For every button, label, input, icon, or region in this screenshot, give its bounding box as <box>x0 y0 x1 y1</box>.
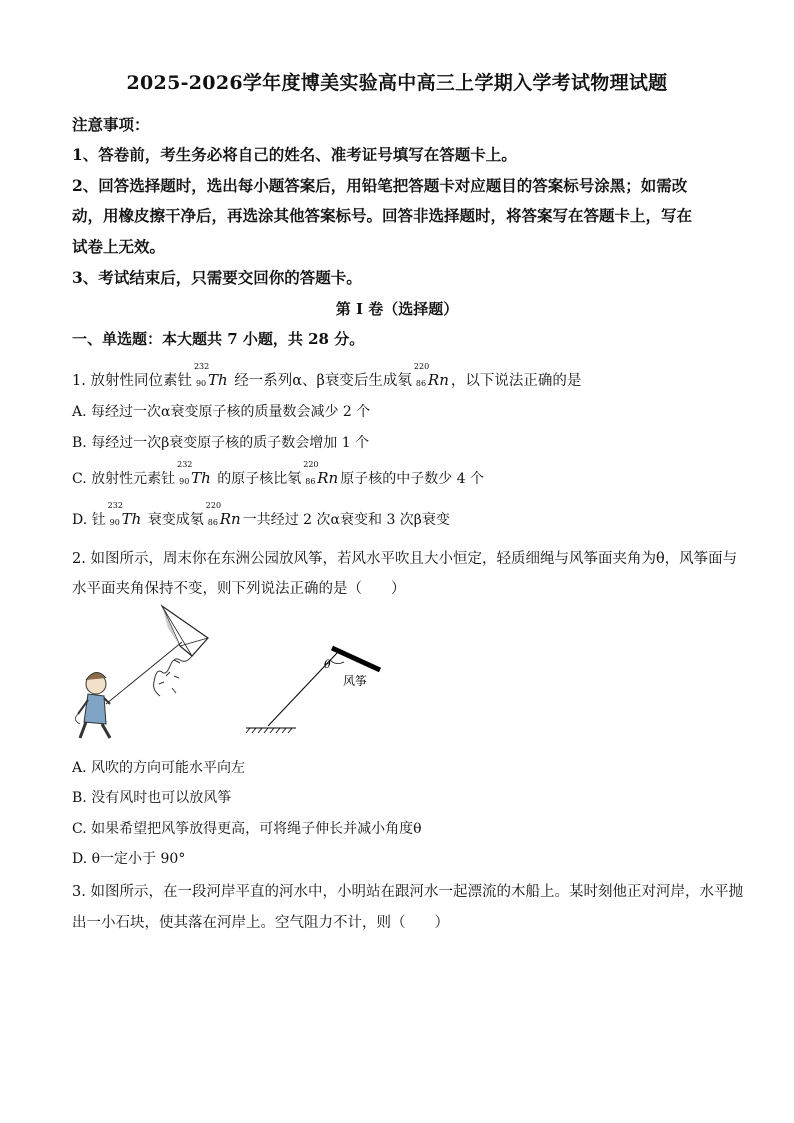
notice-item-1: 1、答卷前，考生务必将自己的姓名、准考证号填写在答题卡上。 <box>72 145 517 164</box>
notice-item-3: 3、考试结束后，只需要交回你的答题卡。 <box>72 268 362 287</box>
kite-label: 风筝 <box>343 674 368 688</box>
exam-title: 2025-2026学年度博美实验高中高三上学期入学考试物理试题 <box>126 72 668 94</box>
nuclide-radon: 220 86 Rn <box>205 501 241 528</box>
question-3-stem-line-1: 3. 如图所示，在一段河岸平直的河水中，小明站在跟河水一起漂流的木船上。某时刻他正对河岸，水平抛 <box>72 884 743 900</box>
notice-item-2-line-2: 动，用橡皮擦干净后，再选涂其他答案标号。回答非选择题时，将答案写在答题卡上，写在 <box>72 206 693 225</box>
question-1-option-d: D. 钍 232 90 Th 衰变成氡 220 86 Rn 一共经过 2 次α衰变和 3 次β衰变 <box>72 501 450 528</box>
nuclide-thorium: 232 90 Th <box>107 501 142 528</box>
question-1-option-b: B. 每经过一次β衰变原子核的质子数会增加 1 个 <box>72 435 370 451</box>
kite-flyer-illustration <box>70 602 220 742</box>
kite-angle-diagram <box>240 640 390 740</box>
nuclide-radon: 220 86 Rn <box>303 460 339 487</box>
theta-label: θ <box>324 658 331 671</box>
question-1-stem: 1. 放射性同位素钍 232 90 Th 经一系列α、β衰变后生成氡 220 86 Rn ，以下说法正确的是 <box>72 362 582 389</box>
question-2-option-b: B. 没有风时也可以放风筝 <box>72 790 232 806</box>
notice-item-2-line-3: 试卷上无效。 <box>72 237 166 256</box>
notice-item-2-line-1: 2、回答选择题时，选出每小题答案后，用铅笔把答题卡对应题目的答案标号涂黑；如需改 <box>72 176 688 195</box>
kite-surface <box>332 648 380 670</box>
kite-shape <box>162 606 208 656</box>
question-3-stem-line-2: 出一小石块，使其落在河岸上。空气阻力不计，则（ ） <box>72 915 449 931</box>
angle-arc <box>330 660 344 664</box>
question-2-option-c: C. 如果希望把风筝放得更高，可将绳子伸长并减小角度θ <box>72 821 422 837</box>
question-2-stem-line-2: 水平面夹角保持不变，则下列说法正确的是（ ） <box>72 581 406 597</box>
question-2-option-d: D. θ一定小于 90° <box>72 851 186 867</box>
question-2-option-a: A. 风吹的方向可能水平向左 <box>72 760 246 776</box>
question-1-option-a: A. 每经过一次α衰变原子核的质量数会减少 2 个 <box>72 404 371 420</box>
nuclide-thorium: 232 90 Th <box>193 362 228 389</box>
question-2-stem-line-1: 2. 如图所示，周末你在东洲公园放风筝，若风水平吹且大小恒定，轻质细绳与风筝面夹角为θ，风筝面与 <box>72 551 738 567</box>
section-heading: 第 I 卷（选择题） <box>335 300 459 318</box>
notice-heading: 注意事项： <box>72 115 150 134</box>
ground-hatching <box>246 728 292 733</box>
nuclide-thorium: 232 90 Th <box>177 460 211 487</box>
part-heading: 一、单选题：本大题共 7 小题，共 28 分。 <box>72 330 365 348</box>
question-1-option-c: C. 放射性元素钍 232 90 Th 的原子核比氡 220 86 Rn 原子核的中子数少 4 个 <box>72 460 485 487</box>
nuclide-radon: 220 86 Rn <box>413 362 449 389</box>
